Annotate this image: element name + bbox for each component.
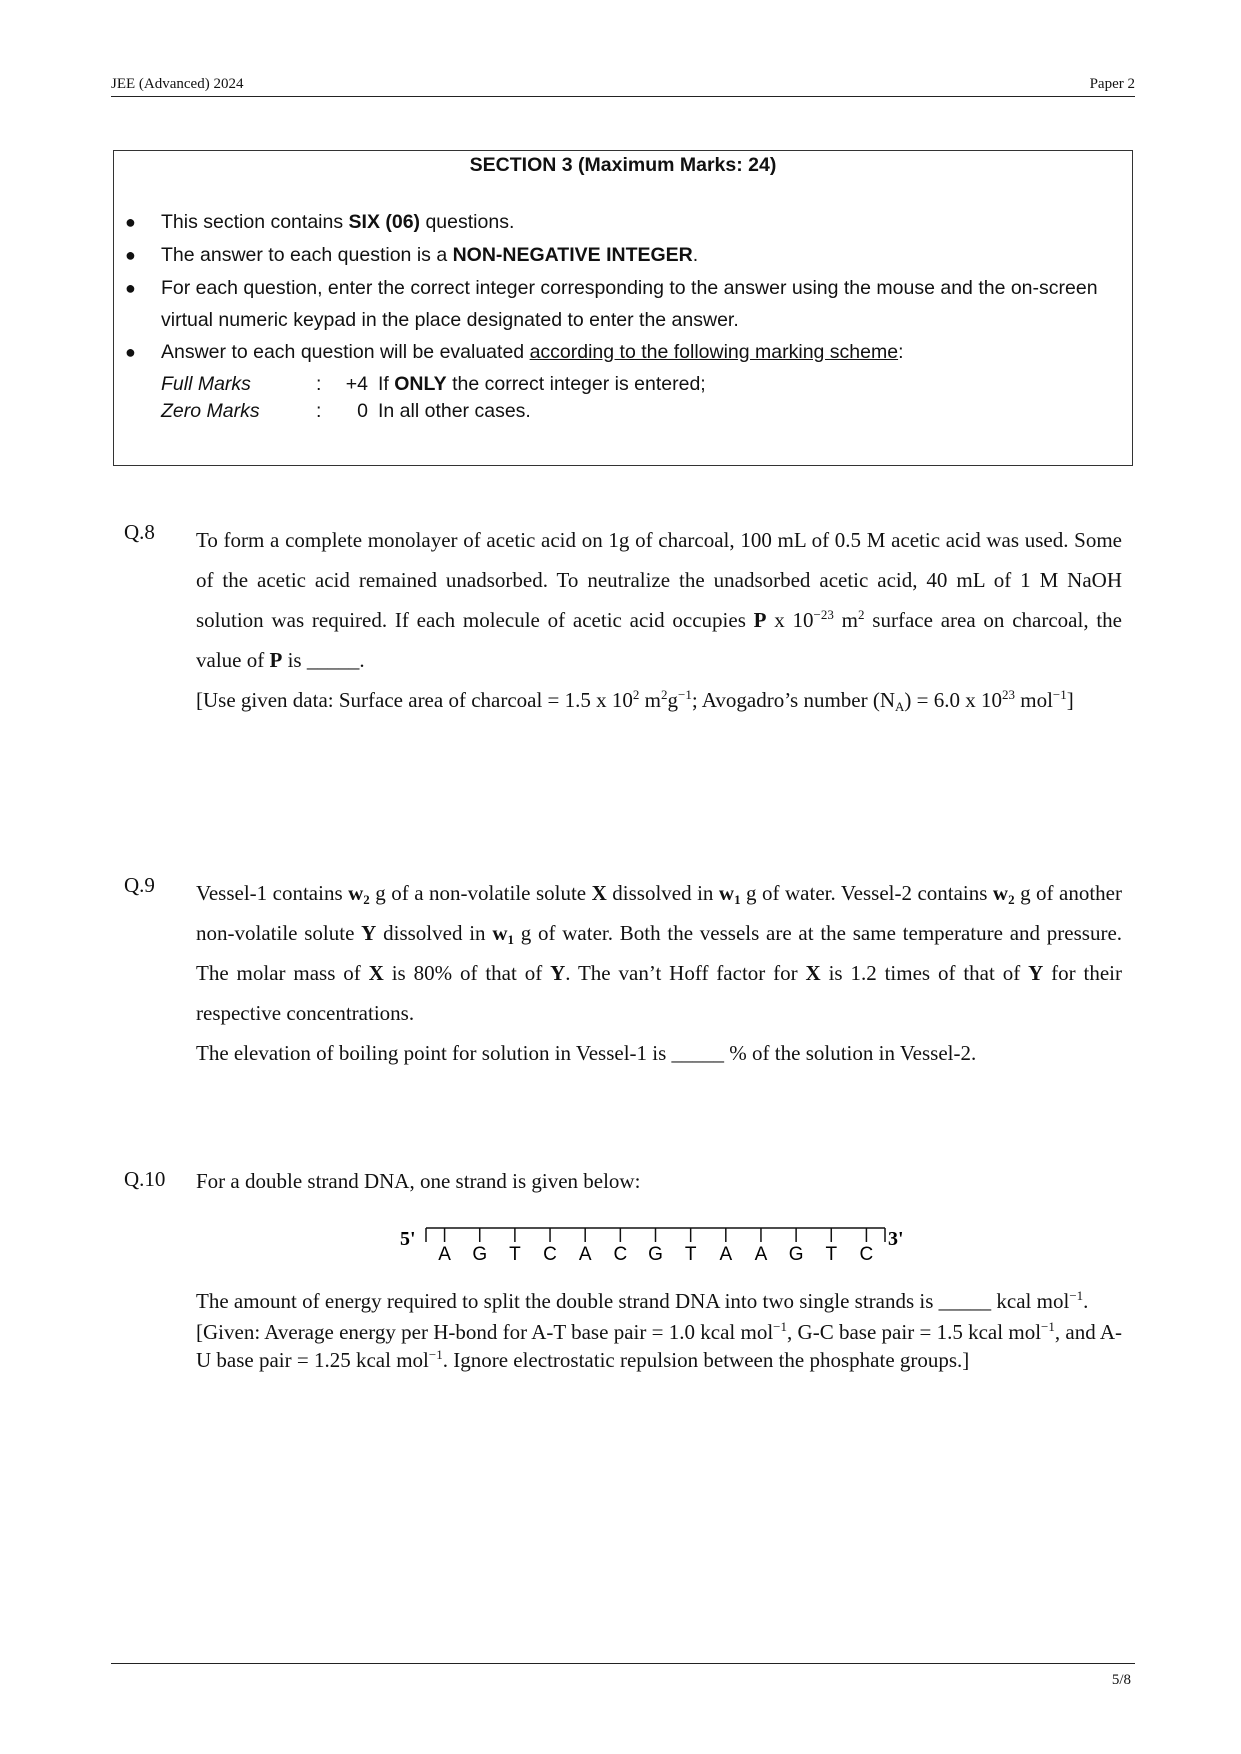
scheme-row-full: Full Marks : +4 If ONLY the correct integer is entered;: [161, 373, 706, 395]
base-label: T: [825, 1244, 838, 1265]
instruction-item: ● Answer to each question will be evaluated according to the following marking scheme:: [114, 336, 1132, 369]
instruction-item: ● The answer to each question is a NON-NEGATIVE INTEGER.: [114, 239, 1132, 272]
base-label: A: [438, 1244, 451, 1265]
base-label: C: [613, 1244, 628, 1265]
base-group: [426, 1228, 885, 1265]
question-number: Q.10: [124, 1167, 166, 1191]
base-label: G: [472, 1244, 488, 1265]
question-text: Vessel-1 contains $w_2$ g of a non-volatile solute X dissolved in $w_1$ g of water. Vessel-2 contains $w_2$ g of another non-volatile solute Y dissolved in $w_1$ g of water. Both the vessels are at the same temperature and pressure. The molar mass of X is 80% of that of Y. The van’t Hoff factor for X is 1.2 times of that of Y for their respective concentrations.: [196, 881, 1123, 1025]
given-data: [Given: Average energy per H-bond for A-T base pair = 1.0 kcal mol$^{-1}$, G-C base pair = 1.5 kcal mol$^{-1}$, and A-U base pair = 1.25 kcal mol$^{-1}$. Ignore electrostatic repulsion between the phosphate groups.]: [196, 1319, 1122, 1372]
instruction-item: ● This section contains SIX (06) questions.: [114, 206, 1132, 239]
base-label: G: [788, 1244, 804, 1265]
dna-strand-diagram: [396, 1220, 916, 1272]
scheme-row-zero: Zero Marks : 0 In all other cases.: [161, 400, 531, 422]
marking-scheme: [161, 371, 1132, 425]
question-text-2: The elevation of boiling point for solution in Vessel-1 is _____ % of the solution in Vessel-2.: [196, 1041, 977, 1065]
question-number: Q.8: [124, 520, 155, 544]
base-label: A: [578, 1244, 592, 1265]
question-body: [196, 1167, 1122, 1195]
three-prime-label: 3': [888, 1228, 904, 1250]
given-data: [Use given data: Surface area of charcoal = 1.5 x $10^2$ $m^2g^{-1}$; Avogadro’s number $(N_A) = 6.0$ x $10^{23}$ mol$^{-1}$]: [196, 687, 1074, 714]
question-text: To form a complete monolayer of acetic acid on 1g of charcoal, 100 mL of 0.5 M acetic acid was used. Some of the acetic acid remained unadsorbed. To neutralize the unadsorbed acetic acid, 40 mL of 1 M NaOH solution was required. If each molecule of acetic acid occupies P x $10^{-23}$ $m^2$ surface area on charcoal, the value of P is _____.: [196, 528, 1123, 672]
base-label: C: [543, 1244, 557, 1265]
base-label: C: [859, 1244, 874, 1265]
bullet-icon: ●: [125, 342, 136, 362]
question-body: [196, 520, 1122, 720]
instruction-item: ● For each question, enter the correct integer corresponding to the answer using the mouse and the on-screen virtual numeric keypad in the place designated to enter the answer.: [114, 272, 1132, 336]
bullet-icon: ●: [125, 278, 136, 298]
five-prime-label: 5': [400, 1228, 416, 1250]
bullet-icon: ●: [125, 245, 136, 265]
instruction-list: [114, 206, 1132, 425]
header-exam-title: JEE (Advanced) 2024: [111, 76, 244, 92]
question-intro: For a double strand DNA, one strand is given below:: [196, 1169, 641, 1193]
question-body: [196, 873, 1122, 1073]
base-label: A: [719, 1244, 733, 1265]
header-paper: Paper 2: [1089, 76, 1135, 92]
page-number: 5/8: [1111, 1672, 1131, 1688]
base-label: A: [754, 1244, 768, 1265]
base-label: T: [509, 1244, 521, 1265]
question-number: Q.9: [124, 873, 155, 897]
header-divider: [111, 96, 1135, 97]
question-text: The amount of energy required to split the double strand DNA into two single strands is _____ kcal mol$^{-1}$.: [196, 1288, 1089, 1313]
base-label: G: [648, 1244, 663, 1265]
dna-strand-svg: [396, 1220, 916, 1272]
section-instructions-box: [113, 150, 1133, 466]
section-title: SECTION 3 (Maximum Marks: 24): [469, 154, 777, 176]
footer-divider: [111, 1663, 1135, 1664]
bullet-icon: ●: [125, 212, 136, 232]
base-label: T: [684, 1244, 697, 1265]
